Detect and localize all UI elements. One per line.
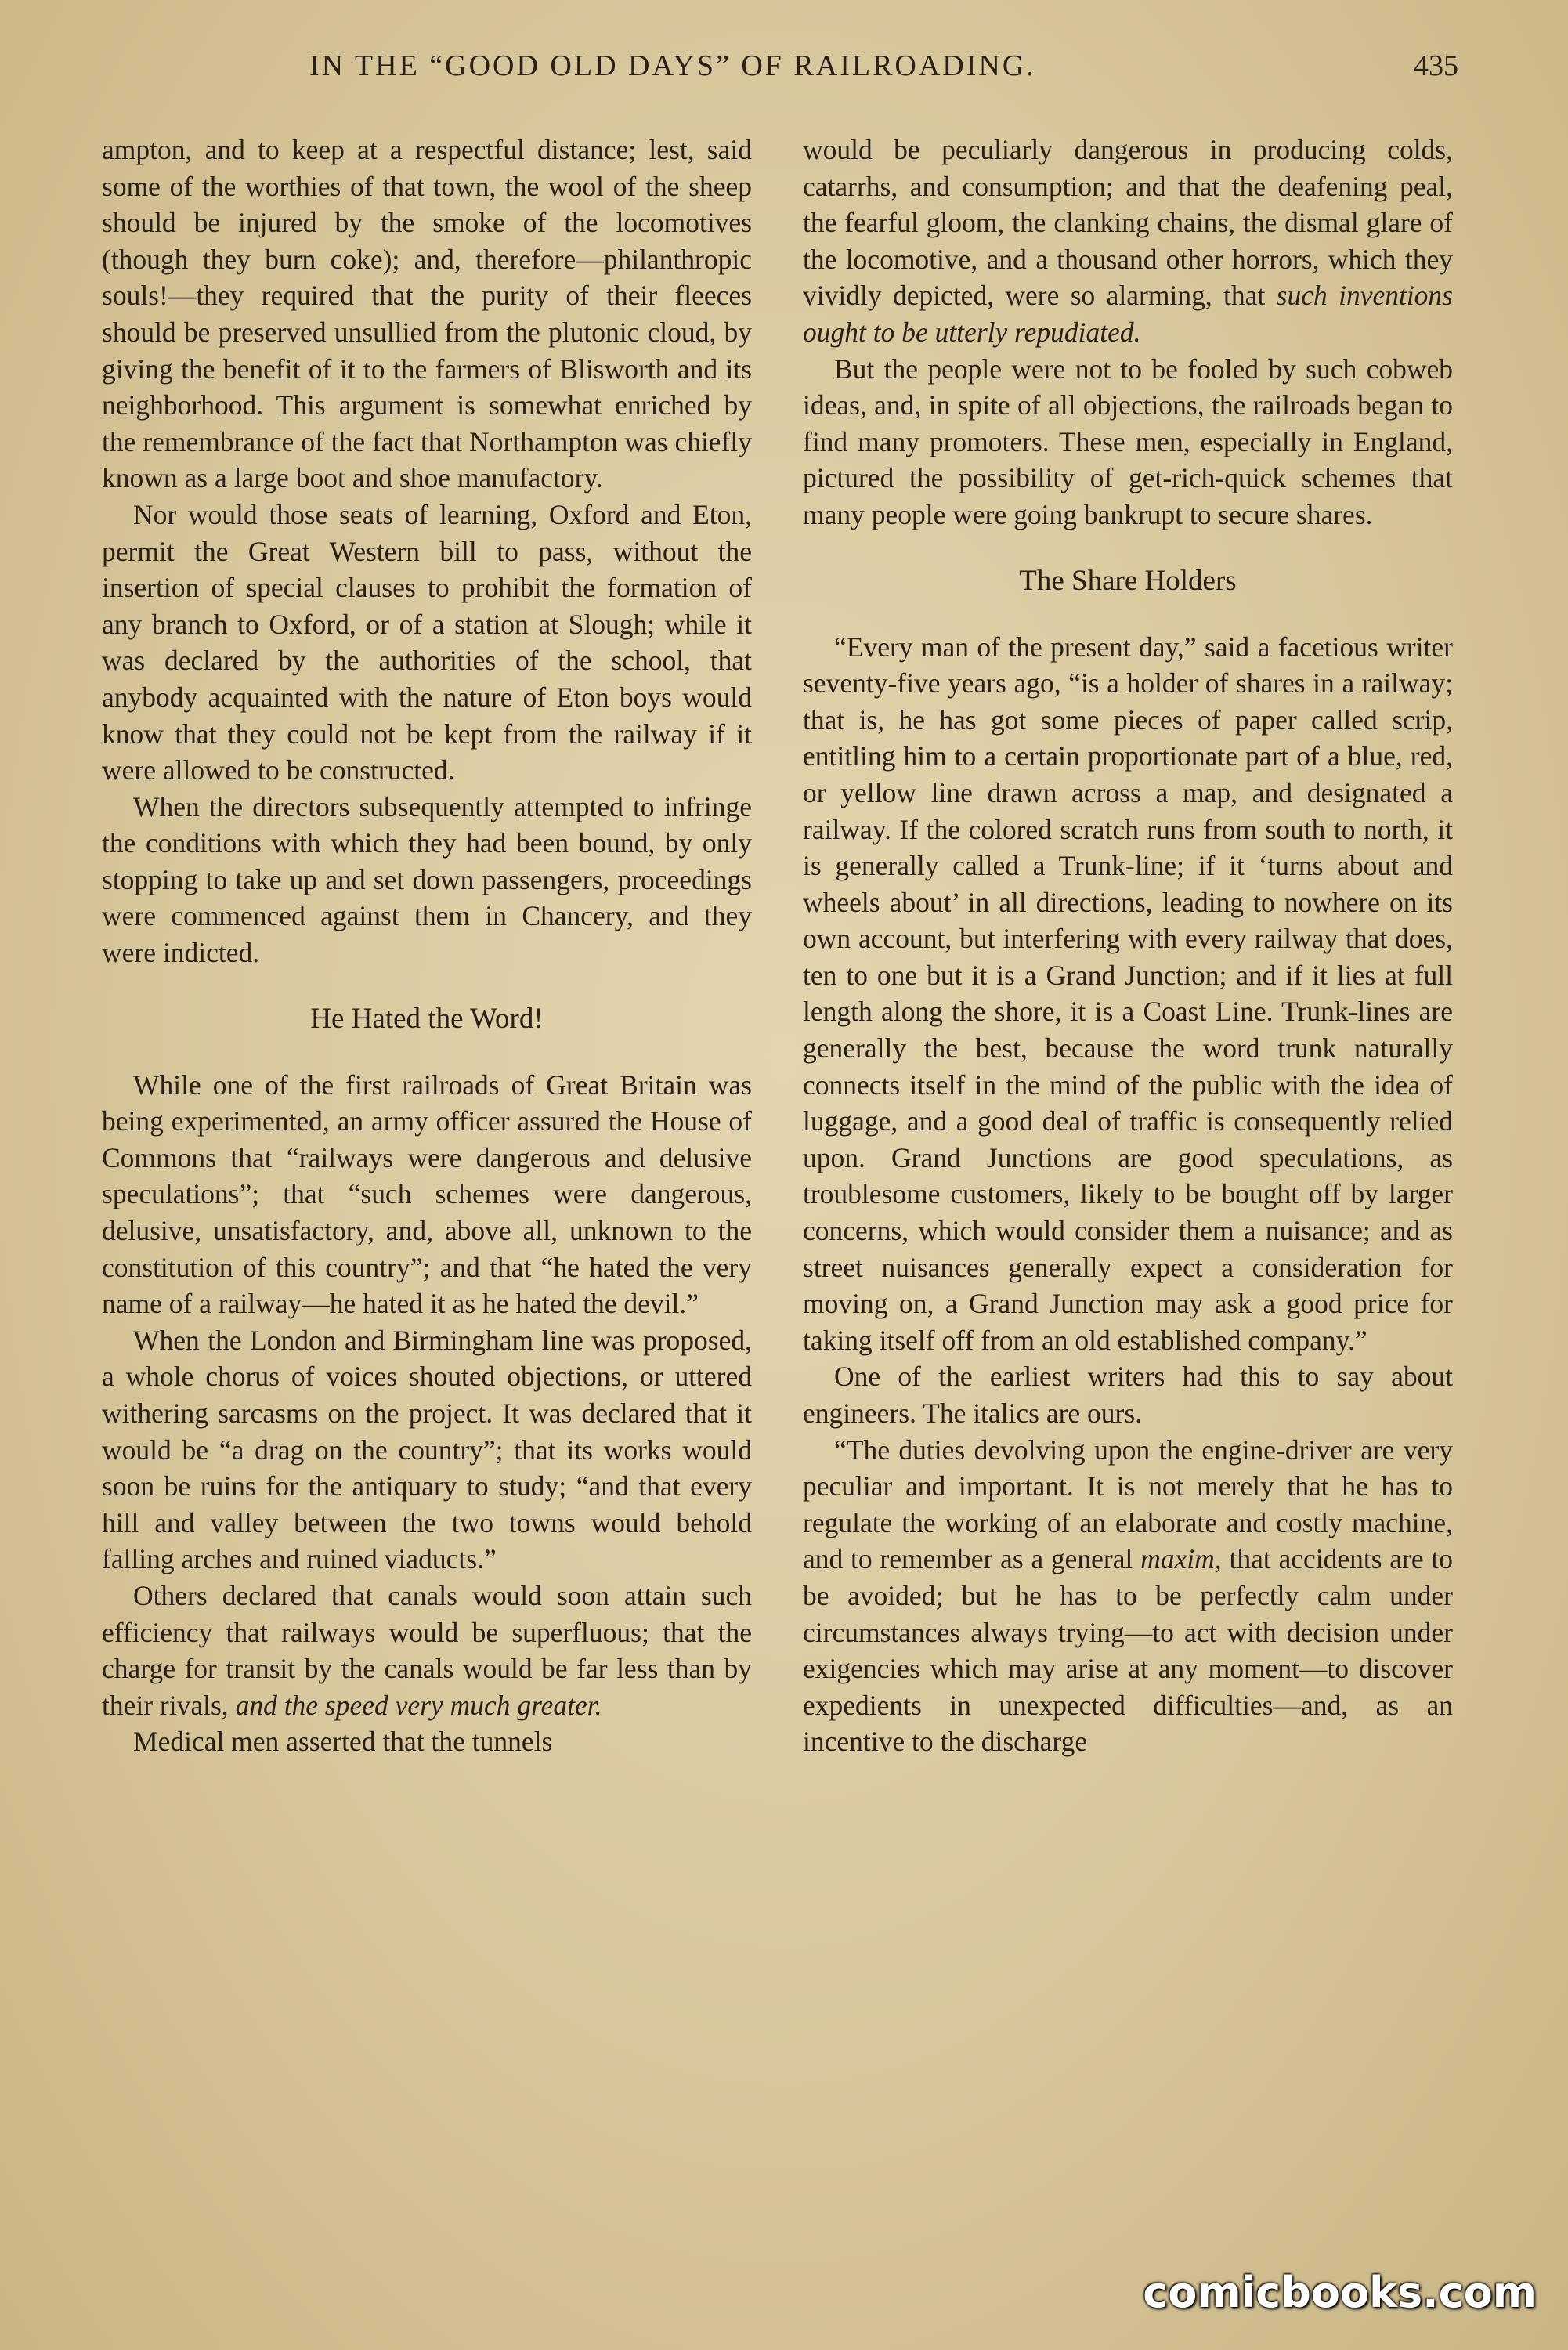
paragraph: When the London and Birmingham line was proposed, a whole chorus of voices shouted objections, or uttered withering sarcasms on the project. It was declared that it would be “a drag on the country”; that its works would soon be ruins for the antiquary to study; “and that every hill and valley between the two towns would behold falling arches and ruined viaducts.” xyxy=(102,1324,752,1575)
text-run: that accidents are to be avoided; but he has to be perfectly calm under circumstances always trying—to act with decision under exigencies which may arise at any moment—to discover expedients in unexpected difficulties—and, as an incentive to the discharge xyxy=(803,1543,1454,1758)
left-column xyxy=(102,132,752,1760)
italic-text: and the speed very much greater. xyxy=(235,1689,602,1721)
paragraph: Medical men asserted that the tunnels xyxy=(133,1726,553,1758)
running-title: IN THE “GOOD OLD DAYS” OF RAILROADING. xyxy=(309,49,1036,82)
paragraph: When the directors subsequently attempted to infringe the conditions with which they had been bound, by only stopping to take up and set down passengers, proceedings were commenced against them in Chancery, and they were indicted. xyxy=(102,790,752,969)
watermark-logo: comicbooks.com xyxy=(1143,2268,1537,2317)
paragraph: But the people were not to be fooled by such cobweb ideas, and, in spite of all objections, the railroads began to find many promoters. These men, especially in England, pictured the possibility of get-rich-quick schemes that many people were going bankrupt to secure shares. xyxy=(803,352,1453,530)
text-run: Others declared that canals would soon attain such efficiency that railways would be superfluous; that the charge for transit by the canals would be far less than by their rivals, xyxy=(102,1579,752,1721)
paragraph xyxy=(102,1578,752,1723)
section-heading: The Share Holders xyxy=(1019,564,1237,597)
paragraph: ampton, and to keep at a respectful distance; lest, said some of the worthies of that town, the wool of the sheep should be injured by the smoke of the locomotives (though they burn coke); and, therefore—philanthropic souls!—they required that the purity of their fleeces should be preserved unsullied from the plutonic cloud, by giving the benefit of it to the farmers of Blisworth and its neighborhood. This argument is somewhat enriched by the remembrance of the fact that Northampton was chiefly known as a large boot and shoe manufactory. xyxy=(102,134,752,494)
italic-text: maxim, xyxy=(1140,1543,1222,1575)
paragraph xyxy=(803,1432,1453,1760)
paragraph: While one of the first railroads of Great Britain was being experimented, an army officer assured the House of Commons that “railways were dangerous and delusive speculations”; that “such schemes were dangerous, delusive, unsatisfactory, and, above all, unknown to the constitution of this country”; and that “he hated the very name of a railway—he hated it as he hated the devil.” xyxy=(102,1068,752,1320)
page-number: 435 xyxy=(1414,49,1458,82)
paragraph: “Every man of the present day,” said a facetious writer seventy-five years ago, “is a holder of shares in a railway; that is, he has got some pieces of paper called scrip, entitling him to a certain proportionate part of a blue, red, or yellow line drawn across a map, and designated a railway. If the colored scratch runs from south to north, it is generally called a Trunk-line; if it ‘turns about and wheels about’ in all directions, leading to nowhere on its own account, but interfering with every railway that does, ten to one but it is a Grand Junction; and if it lies at full length along the shore, it is a Coast Line. Trunk-lines are generally the best, because the word trunk naturally connects itself in the mind of the public with the idea of luggage, and a good deal of traffic is consequently relied upon. Grand Junctions are good speculations, as troublesome customers, likely to be bought off by larger concerns, which would consider them a nuisance; and as street nuisances generally expect a consideration for moving on, a Grand Junction may ask a good price for taking itself off from an old established company.” xyxy=(803,631,1453,1356)
italic-text: such inventions ought to be utterly repudiated. xyxy=(803,280,1453,348)
paragraph xyxy=(803,132,1453,351)
section-heading: He Hated the Word! xyxy=(310,1002,544,1035)
right-column xyxy=(803,132,1453,1760)
paragraph: One of the earliest writers had this to say about engineers. The italics are ours. xyxy=(803,1361,1453,1429)
paragraph: Nor would those seats of learning, Oxford and Eton, permit the Great Western bill to pass, without the insertion of special clauses to prohibit the formation of any branch to Oxford, or of a station at Slough; while it was declared by the authorities of the school, that anybody acquainted with the nature of Eton boys would know that they could not be kept from the railway if it were allowed to be constructed. xyxy=(102,498,752,786)
text-run: “The duties devolving upon the engine-driver are very peculiar and important. It is not merely that he has to regulate the working of an elaborate and costly machine, and to remember as a general xyxy=(803,1434,1453,1575)
text-run: would be peculiarly dangerous in producing colds, catarrhs, and consumption; and that the deafening peal, the fearful gloom, the clanking chains, the dismal glare of the locomotive, and a thousand other horrors, which they vividly depicted, were so alarming, that xyxy=(803,134,1453,312)
